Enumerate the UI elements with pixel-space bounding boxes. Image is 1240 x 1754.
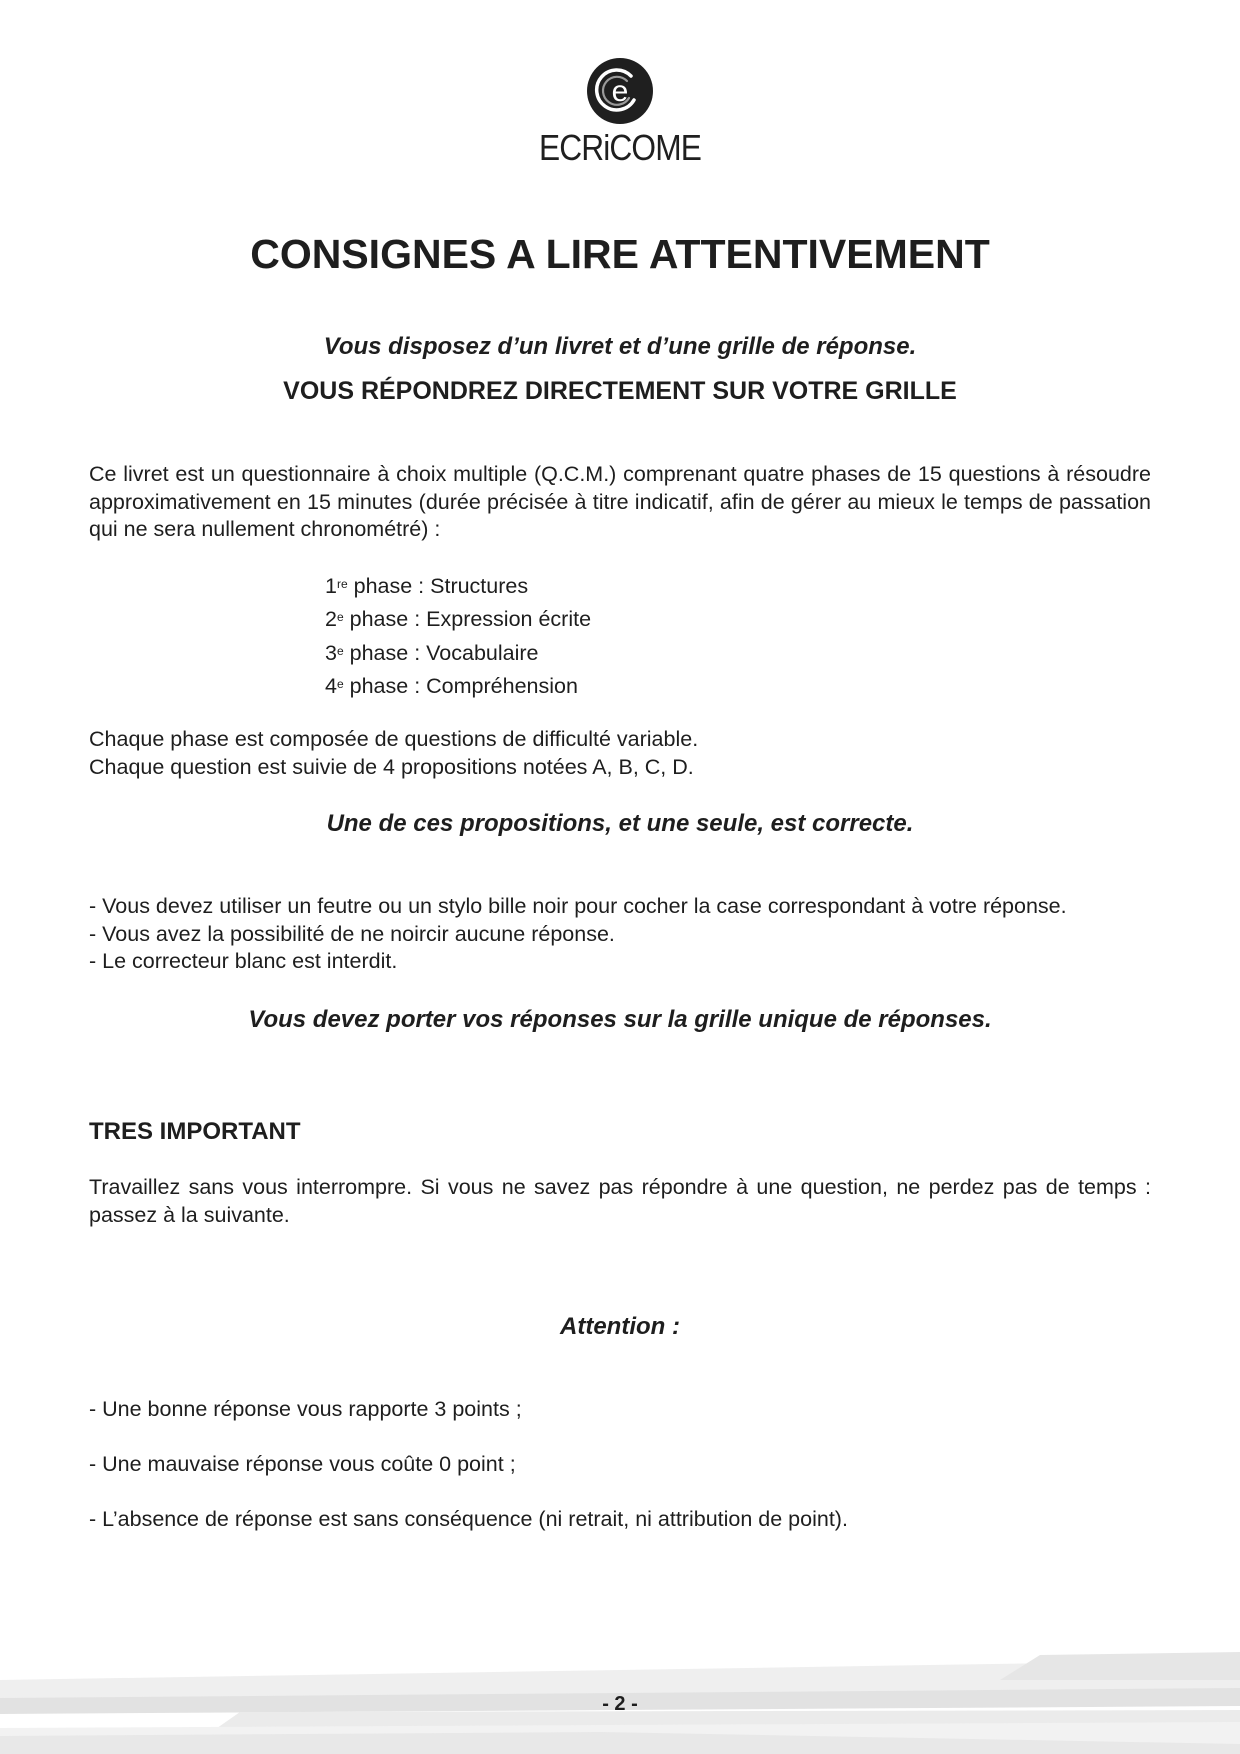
important-paragraph: Travaillez sans vous interrompre. Si vous ne savez pas répondre à une question, ne perdez pas de temps : passez à la suivante.	[89, 1175, 1151, 1227]
one-correct-note: Une de ces propositions, et une seule, est correcte.	[326, 810, 914, 837]
logo-letter: e	[611, 75, 629, 108]
grid-note: Vous devez porter vos réponses sur la grille unique de réponses.	[248, 1006, 992, 1033]
important-heading: TRES IMPORTANT	[89, 1118, 301, 1145]
phase-label: phase : Compréhension	[349, 673, 578, 698]
phase-ordinal: e	[336, 676, 344, 691]
composition-line: Chaque question est suivie de 4 propositions notées A, B, C, D.	[89, 754, 694, 779]
ecricome-logo-mark	[587, 58, 653, 124]
scoring-item: - Une mauvaise réponse vous coûte 0 point ;	[89, 1452, 516, 1476]
logo-brand-text: ECRiCOME	[539, 127, 701, 168]
phase-item	[325, 637, 591, 670]
phase-number: 4	[325, 673, 337, 698]
composition-paragraph	[89, 726, 1151, 781]
subtitle-grid-instruction: VOUS RÉPONDREZ DIRECTEMENT SUR VOTRE GRILLE	[283, 377, 957, 405]
phase-label: phase : Vocabulaire	[349, 640, 539, 665]
phase-item	[325, 670, 591, 703]
instruction-item: - Vous avez la possibilité de ne noircir aucune réponse.	[89, 921, 615, 946]
phase-number: 1	[325, 574, 337, 598]
instruction-item: - Vous devez utiliser un feutre ou un stylo bille noir pour cocher la case correspondant à votre réponse.	[89, 894, 1067, 918]
phase-item	[325, 603, 591, 636]
ecricome-logo	[0, 58, 1240, 168]
phase-label: phase : Expression écrite	[349, 607, 592, 632]
page-title: CONSIGNES A LIRE ATTENTIVEMENT	[250, 231, 990, 277]
subtitle: Vous disposez d’un livret et d’une grille de réponse.	[323, 333, 917, 360]
phase-number: 2	[325, 607, 337, 632]
instruction-item: - Le correcteur blanc est interdit.	[89, 949, 398, 973]
page-number: - 2 -	[602, 1693, 638, 1715]
intro-paragraph: Ce livret est un questionnaire à choix multiple (Q.C.M.) comprenant quatre phases de 15 questions à résoudre approximativement en 15 minutes (durée précisée à titre indicatif, afin de gérer au mieux le temps de passation qui ne sera nullement chronométré) :	[89, 462, 1151, 541]
instruction-list	[89, 893, 1067, 976]
phase-ordinal: re	[336, 577, 348, 591]
composition-line: Chaque phase est composée de questions de difficulté variable.	[89, 727, 699, 751]
phase-number: 3	[325, 640, 337, 665]
phase-ordinal: e	[336, 643, 344, 658]
scoring-item: - L’absence de réponse est sans conséquence (ni retrait, ni attribution de point).	[89, 1507, 848, 1531]
phase-list	[325, 570, 591, 703]
attention-heading: Attention :	[560, 1313, 680, 1340]
phase-label: phase : Structures	[353, 574, 529, 598]
phase-ordinal: e	[336, 610, 344, 625]
phase-item	[325, 570, 591, 603]
scoring-item: - Une bonne réponse vous rapporte 3 points ;	[89, 1397, 522, 1421]
